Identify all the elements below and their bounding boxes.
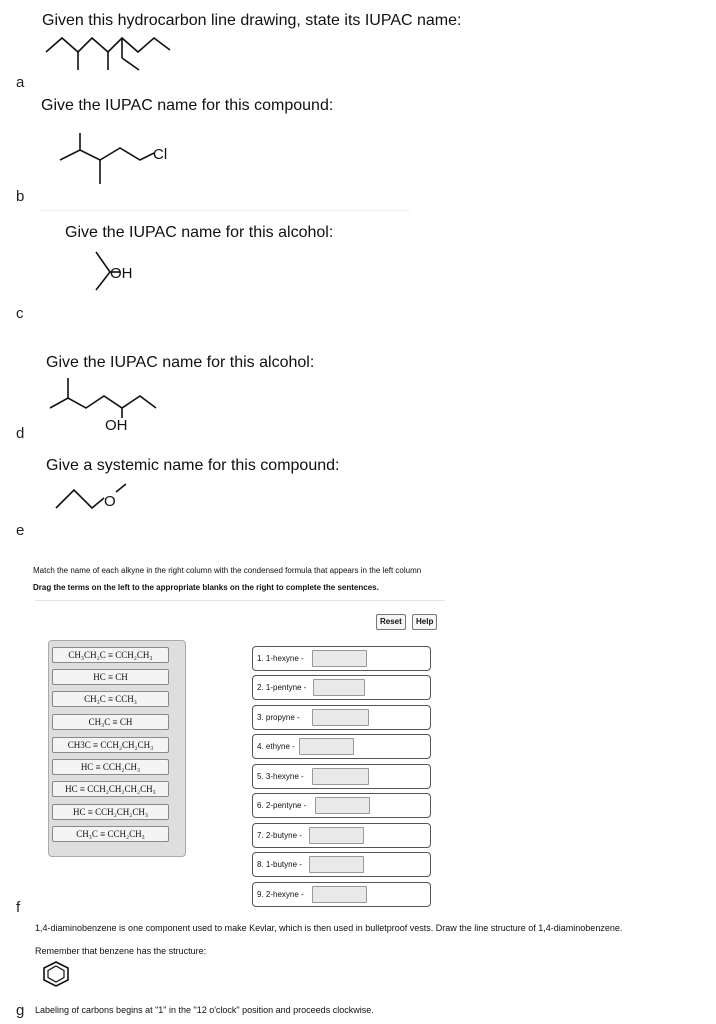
target-row-1-butyne — [252, 852, 431, 877]
term-tile[interactable]: CH₃C ≡ CCH₃ — [52, 691, 169, 707]
target-label: 9. 2-hexyne - — [257, 890, 304, 899]
part-f-text: 1,4-diaminobenzene is one component used to make Kevlar, which is then used in bulletproof vests. Draw the line structure of 1,4-diaminobenzene. — [35, 923, 623, 933]
letter-c: c — [16, 305, 24, 322]
target-row-1-hexyne — [252, 646, 431, 671]
drop-blank[interactable] — [312, 886, 367, 903]
letter-f: f — [16, 899, 21, 916]
alcohol-structure-c — [94, 250, 154, 294]
letter-e: e — [16, 522, 25, 539]
target-label: 7. 2-butyne - — [257, 831, 302, 840]
hydroxyl-label-d: OH — [105, 417, 128, 434]
target-label: 4. ethyne - — [257, 742, 295, 751]
target-label: 6. 2-pentyne - — [257, 801, 307, 810]
question-b-title: Give the IUPAC name for this compound: — [41, 97, 334, 114]
question-a-title: Given this hydrocarbon line drawing, state its IUPAC name: — [42, 12, 462, 29]
target-row-2-pentyne — [252, 793, 431, 818]
matching-subinstruction: Drag the terms on the left to the appropriate blanks on the right to complete the sentences. — [33, 583, 379, 592]
target-row-1-pentyne — [252, 675, 431, 700]
letter-g: g — [16, 1002, 25, 1019]
term-tile[interactable]: HC ≡ CCH₂CH₂CH₃ — [52, 804, 169, 820]
target-row-ethyne — [252, 734, 431, 759]
hydrocarbon-structure-a — [40, 30, 170, 80]
target-row-2-hexyne — [252, 882, 431, 907]
question-e-title: Give a systemic name for this compound: — [46, 457, 340, 474]
help-button[interactable]: Help — [412, 614, 437, 630]
drop-blank[interactable] — [315, 797, 370, 814]
drop-blank[interactable] — [313, 679, 365, 696]
term-tile[interactable]: CH3C ≡ CCH₂CH₂CH₃ — [52, 737, 169, 753]
benzene-structure — [40, 960, 72, 988]
term-tile[interactable]: CH₃C ≡ CCH₂CH₃ — [52, 826, 169, 842]
target-label: 8. 1-butyne - — [257, 860, 302, 869]
section-divider — [40, 210, 410, 211]
matching-instruction: Match the name of each alkyne in the right column with the condensed formula that appears in the left column — [33, 566, 422, 575]
drop-blank[interactable] — [309, 856, 364, 873]
hydroxyl-label-c: OH — [110, 265, 133, 282]
target-row-propyne — [252, 705, 431, 730]
drop-blank[interactable] — [309, 827, 364, 844]
question-c-title: Give the IUPAC name for this alcohol: — [65, 224, 334, 241]
chlorine-atom-label: Cl — [153, 146, 168, 163]
term-tile[interactable]: HC ≡ CCH₂CH₃ — [52, 759, 169, 775]
target-row-2-butyne — [252, 823, 431, 848]
alcohol-structure-d — [46, 376, 166, 432]
question-d-title: Give the IUPAC name for this alcohol: — [46, 354, 315, 371]
letter-d: d — [16, 425, 25, 442]
drop-blank[interactable] — [312, 768, 369, 785]
part-f-remember: Remember that benzene has the structure: — [35, 946, 207, 956]
target-row-3-hexyne — [252, 764, 431, 789]
drop-blank[interactable] — [299, 738, 354, 755]
target-label: 1. 1-hexyne - — [257, 654, 304, 663]
oxygen-label-e: O — [104, 493, 116, 510]
chloro-compound-structure-b — [56, 128, 186, 190]
target-label: 2. 1-pentyne - — [257, 683, 307, 692]
reset-button[interactable]: Reset — [376, 614, 406, 630]
part-g-text: Labeling of carbons begins at "1" in the "12 o'clock" position and proceeds clockwise. — [35, 1005, 374, 1015]
drop-blank[interactable] — [312, 709, 369, 726]
letter-b: b — [16, 188, 25, 205]
term-tile[interactable]: CH₃C ≡ CH — [52, 714, 169, 730]
drop-blank[interactable] — [312, 650, 367, 667]
ether-structure-e — [54, 482, 134, 518]
term-tile[interactable]: HC ≡ CH — [52, 669, 169, 685]
term-tile[interactable]: HC ≡ CCH₂CH₂CH₂CH₃ — [52, 781, 169, 797]
letter-a: a — [16, 74, 25, 91]
term-tile[interactable]: CH₃CH₂C ≡ CCH₂CH₃ — [52, 647, 169, 663]
target-label: 3. propyne - — [257, 713, 300, 722]
target-label: 5. 3-hexyne - — [257, 772, 304, 781]
